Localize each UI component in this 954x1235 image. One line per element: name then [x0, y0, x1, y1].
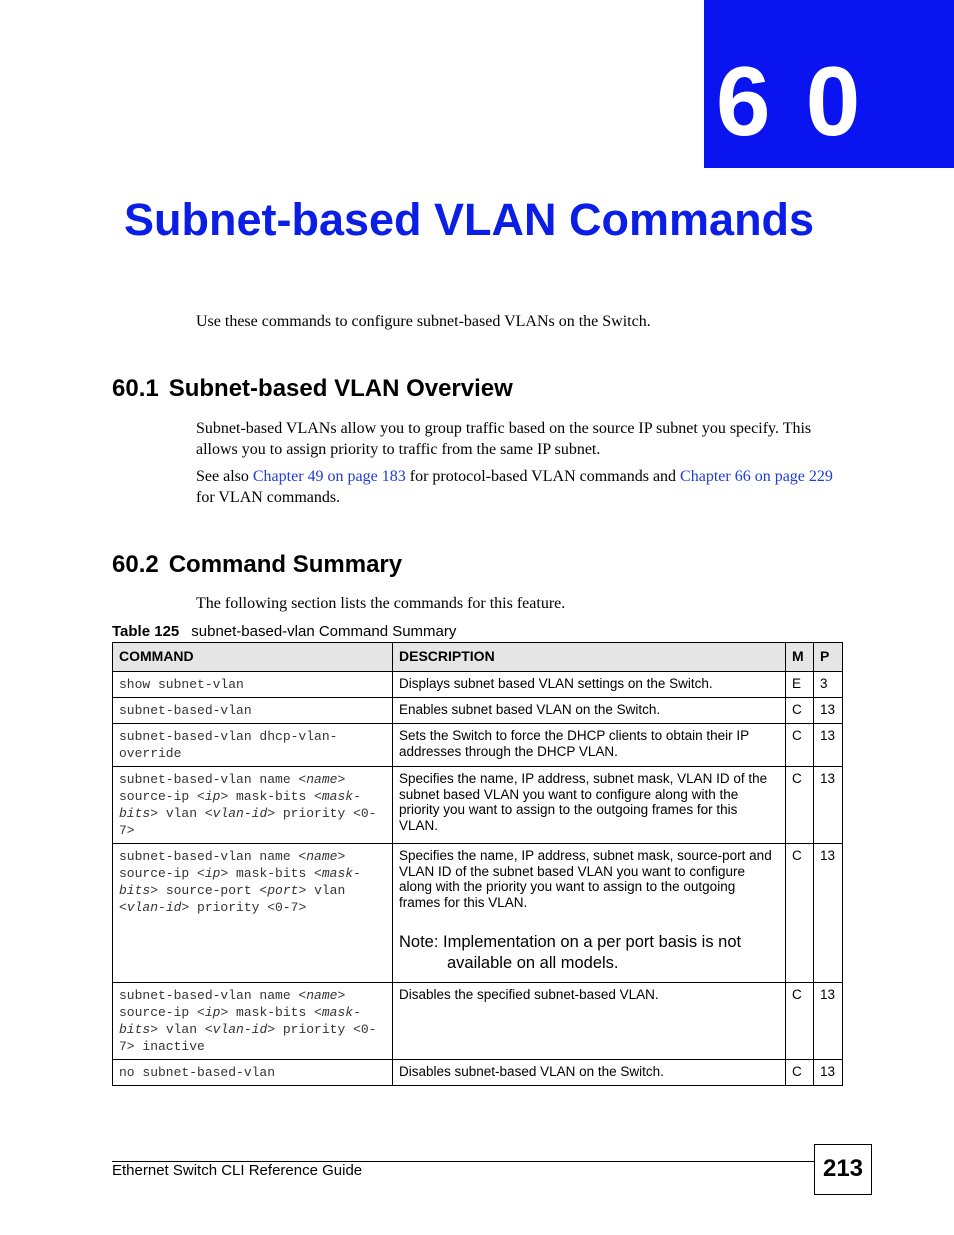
description-cell: Displays subnet based VLAN settings on the Switch. [393, 672, 786, 698]
command-param: name [306, 849, 338, 864]
see-also-mid: for protocol-based VLAN commands and [405, 468, 681, 485]
command-text: > source-ip < [119, 849, 346, 881]
command-text: subnet-based-vlan name < [119, 772, 307, 787]
note-line-2: available on all models. [447, 954, 619, 973]
summary-paragraph: The following section lists the commands for this feature. [196, 595, 566, 612]
mode-cell: C [786, 698, 814, 724]
table-row [113, 698, 843, 724]
command-text: > mask-bits < [220, 1005, 322, 1021]
chapter-number-box [704, 0, 954, 168]
command-param: ip [204, 789, 221, 804]
chapter-66-link[interactable]: Chapter 66 on page 229 [680, 468, 833, 485]
mode-cell: C [786, 767, 814, 844]
table-header-row [113, 643, 843, 672]
note-label: Note: [399, 933, 439, 952]
command-text: > vlan < [119, 883, 346, 915]
see-also-paragraph [196, 466, 836, 508]
privilege-cell: 3 [814, 672, 843, 698]
command-summary-table [112, 642, 843, 1086]
see-also-tail: for VLAN commands. [196, 489, 341, 506]
command-cell: no subnet-based-vlan [113, 1060, 393, 1086]
command-text: > source-port < [150, 883, 268, 898]
table-row [113, 1060, 843, 1086]
command-cell [113, 767, 393, 844]
command-text: > priority <0-7> inactive [119, 1022, 377, 1055]
command-param: ip [204, 866, 221, 881]
privilege-cell: 13 [814, 724, 843, 767]
section-title: Command Summary [168, 551, 403, 578]
command-cell [113, 983, 393, 1060]
command-text: subnet-based-vlan name < [119, 849, 307, 864]
section-heading-overview [112, 374, 513, 404]
command-cell: subnet-based-vlan [113, 698, 393, 724]
table-caption [112, 622, 456, 642]
page-number: 213 [814, 1144, 872, 1195]
header-description: DESCRIPTION [393, 643, 786, 672]
command-param: name [306, 772, 338, 787]
privilege-cell: 13 [814, 1060, 843, 1086]
command-text: > source-ip < [119, 772, 346, 804]
table-row [113, 844, 843, 983]
section-number: 60.2 [112, 551, 159, 578]
privilege-cell: 13 [814, 767, 843, 844]
command-cell: subnet-based-vlan dhcp-vlan-override [113, 724, 393, 767]
command-text: > source-ip < [119, 988, 346, 1021]
mode-cell: C [786, 983, 814, 1060]
description-cell: Disables subnet-based VLAN on the Switch. [393, 1060, 786, 1086]
command-cell: show subnet-vlan [113, 672, 393, 698]
command-text: > priority <0-7> [181, 900, 307, 915]
table-row [113, 767, 843, 844]
footer-guide-title: Ethernet Switch CLI Reference Guide [112, 1162, 363, 1179]
description-cell: Sets the Switch to force the DHCP clients to obtain their IP addresses through the DHCP VLAN. [393, 724, 786, 767]
table-row [113, 672, 843, 698]
command-text: > mask-bits < [220, 866, 322, 881]
description-cell: Disables the specified subnet-based VLAN. [393, 983, 786, 1060]
mode-cell: E [786, 672, 814, 698]
section-number: 60.1 [112, 375, 159, 402]
command-param: mask-bits [119, 1005, 361, 1038]
section-title: Subnet-based VLAN Overview [168, 375, 513, 402]
privilege-cell: 13 [814, 983, 843, 1060]
note-block [399, 932, 779, 974]
overview-paragraph: Subnet-based VLANs allow you to group traffic based on the source IP subnet you specify. This allows you to assign priority to traffic from the same IP subnet. [196, 420, 812, 458]
header-m: M [786, 643, 814, 672]
description-cell [393, 844, 786, 983]
command-text: subnet-based-vlan name < [119, 988, 307, 1004]
description-cell: Specifies the name, IP address, subnet mask, VLAN ID of the subnet based VLAN you want to configure along with the priority you want to assign to the outgoing frames for this VLAN. [393, 767, 786, 844]
chapter-title: Subnet-based VLAN Commands [124, 194, 815, 245]
mode-cell: C [786, 844, 814, 983]
intro-paragraph: Use these commands to configure subnet-based VLANs on the Switch. [196, 313, 651, 330]
privilege-cell: 13 [814, 844, 843, 983]
command-param: mask-bits [119, 789, 361, 821]
command-param: name [306, 988, 338, 1004]
chapter-number: 6 0 [716, 46, 865, 156]
command-param: ip [204, 1005, 221, 1021]
mode-cell: C [786, 1060, 814, 1086]
privilege-cell: 13 [814, 698, 843, 724]
command-text: > priority <0-7> [119, 806, 377, 838]
command-cell [113, 844, 393, 983]
table-caption-label: Table 125 [112, 623, 180, 640]
header-command: COMMAND [113, 643, 393, 672]
command-param: port [267, 883, 299, 898]
command-param: vlan-id [212, 1022, 268, 1038]
command-text: > vlan < [150, 1022, 213, 1038]
command-text: > vlan < [150, 806, 213, 821]
command-param: mask-bits [119, 866, 361, 898]
command-param: vlan-id [212, 806, 268, 821]
mode-cell: C [786, 724, 814, 767]
command-text: > mask-bits < [220, 789, 322, 804]
table-caption-text: subnet-based-vlan Command Summary [191, 623, 457, 640]
note-line-1: Implementation on a per port basis is not [443, 933, 742, 952]
chapter-49-link[interactable]: Chapter 49 on page 183 [252, 468, 406, 485]
table-row [113, 724, 843, 767]
header-p: P [814, 643, 843, 672]
section-heading-summary [112, 550, 402, 580]
command-param: vlan-id [126, 900, 182, 915]
table-row [113, 983, 843, 1060]
see-also-lead: See also [196, 468, 253, 485]
description-text: Specifies the name, IP address, subnet mask, source-port and VLAN ID of the subnet based VLAN you want to configure along with the priority you want to assign to the outgoing frames for this VLAN. [399, 848, 772, 910]
description-cell: Enables subnet based VLAN on the Switch. [393, 698, 786, 724]
